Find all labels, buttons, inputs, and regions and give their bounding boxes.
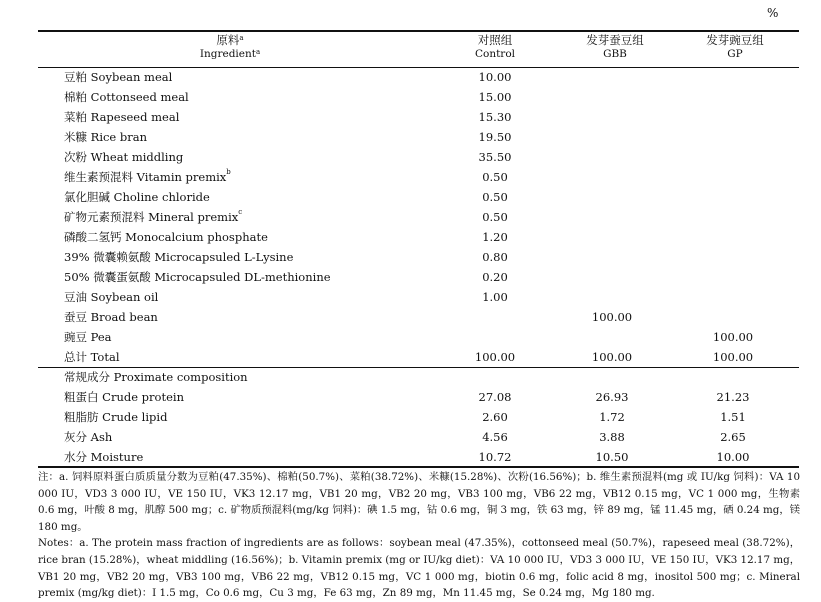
table-row: [0, 207, 821, 227]
ingredient-name: 维生素预混料 Vitamin premix: [64, 170, 227, 184]
ingredient-cell: [64, 407, 167, 427]
ingredient-cell: [64, 387, 184, 407]
control-value: 19.50: [478, 130, 512, 144]
control-value: 0.80: [482, 250, 508, 264]
ingredient-name: 棉粕 Cottonseed meal: [64, 90, 189, 104]
header-ingredient-en: Ingredient: [199, 48, 256, 60]
gbb-value: 3.88: [599, 430, 625, 444]
header-sup-a-en: a: [255, 48, 261, 56]
ingredient-name: 豆油 Soybean oil: [64, 290, 159, 304]
header-ingredient-cn: 原料: [216, 33, 240, 47]
table-row: [0, 327, 821, 347]
table-row: [0, 147, 821, 167]
table-row: [0, 87, 821, 107]
ingredient-name: 菜粕 Rapeseed meal: [64, 110, 180, 124]
control-value: 15.00: [478, 90, 512, 104]
header-gbb-cn: 发芽蚕豆组: [586, 33, 644, 47]
gp-value: 2.65: [720, 430, 746, 444]
header-gbb: [565, 33, 665, 61]
header-gp-en: GP: [727, 48, 743, 60]
ingredient-name: 豌豆 Pea: [64, 330, 112, 344]
control-value: 0.50: [482, 210, 508, 224]
header-control-cn: 对照组: [477, 33, 513, 47]
table-row: [0, 227, 821, 247]
footnote-marker: c: [238, 208, 243, 216]
header-gp-cn: 发芽豌豆组: [706, 33, 764, 47]
gbb-value: 100.00: [591, 310, 633, 324]
control-value: 35.50: [478, 150, 512, 164]
ingredient-name: 50% 微囊蛋氨酸 Microcapsuled DL-methionine: [64, 270, 331, 284]
table-row: [0, 167, 821, 187]
ingredient-cell: [64, 87, 189, 107]
ingredient-cell: [64, 307, 158, 327]
ingredient-name: 水分 Moisture: [64, 450, 144, 464]
control-value: 2.60: [482, 410, 508, 424]
gp-value: 1.51: [720, 410, 746, 424]
ingredient-name: 蚕豆 Broad bean: [64, 310, 158, 324]
ingredient-name: 次粉 Wheat middling: [64, 150, 184, 164]
ingredient-cell: [64, 247, 293, 267]
gp-value: 21.23: [716, 390, 750, 404]
ingredient-name: 粗脂肪 Crude lipid: [64, 410, 168, 424]
table-row: [0, 447, 821, 467]
header-gp: [685, 33, 785, 61]
control-value: 15.30: [478, 110, 512, 124]
ingredient-cell: [64, 447, 143, 467]
header-sup-a-cn: a: [239, 34, 244, 42]
gbb-value: 26.93: [595, 390, 629, 404]
ingredient-name: 氯化胆碱 Choline chloride: [64, 190, 210, 204]
control-value: 0.20: [482, 270, 508, 284]
control-value: 1.20: [482, 230, 508, 244]
table-notes: [38, 469, 800, 602]
notes-chinese: 注：a. 饲料原料蛋白质质量分数为豆粕(47.35%)、棉粕(50.7%)、菜粕(38.72%)、米糠(15.28%)、次粉(16.56%)；b. 维生素预混料(mg 或 IU/kg 饲料)：VA 10 000 IU，VD3 3 000 IU，VE 150 IU，VK3 12.17 mg，VB1 20 mg，VB2 20 mg，VB3 100 mg，VB6 22 mg，VB12 0.15 mg，VC 1 000 mg，生物素 0.6 mg，叶酸 8 mg，肌醇 500 mg；c. 矿物质预混料(mg/kg 饲料)：碘 1.5 mg，钴 0.6 mg，铜 3 mg，铁 63 mg，锌 89 mg，锰 11.45 mg，硒 0.24 mg，镁 180 mg。: [38, 471, 800, 533]
control-value: 0.50: [482, 170, 508, 184]
ingredient-cell: [64, 227, 268, 247]
ingredient-cell: [64, 127, 147, 147]
ingredient-cell: [64, 367, 248, 387]
gp-value: 10.00: [716, 450, 750, 464]
ingredient-name: 磷酸二氢钙 Monocalcium phosphate: [64, 230, 268, 244]
ingredient-cell: [64, 167, 231, 187]
gp-value: 100.00: [712, 350, 754, 364]
ingredient-cell: [64, 207, 242, 227]
table-row: [0, 247, 821, 267]
ingredient-cell: [64, 147, 183, 167]
ingredient-name: 39% 微囊赖氨酸 Microcapsuled L-Lysine: [64, 250, 294, 264]
control-value: 10.72: [478, 450, 512, 464]
ingredient-name: 总计 Total: [64, 350, 120, 364]
ingredient-cell: [64, 427, 112, 447]
table-row: [0, 127, 821, 147]
table-top-rule: [38, 30, 799, 32]
header-ingredient: [150, 33, 310, 61]
header-control: [455, 33, 535, 61]
gbb-value: 10.50: [595, 450, 629, 464]
ingredient-name: 灰分 Ash: [64, 430, 113, 444]
ingredient-name: 豆粕 Soybean meal: [64, 70, 173, 84]
control-value: 4.56: [482, 430, 508, 444]
ingredient-cell: [64, 287, 158, 307]
table-row: [0, 387, 821, 407]
ingredient-cell: [64, 107, 179, 127]
ingredient-cell: [64, 267, 331, 287]
header-gbb-en: GBB: [603, 48, 627, 60]
table-row: [0, 427, 821, 447]
control-value: 100.00: [474, 350, 516, 364]
unit-label: %: [767, 6, 779, 20]
table-bottom-rule: [38, 466, 799, 468]
table-row: [0, 347, 821, 367]
ingredient-name: 粗蛋白 Crude protein: [64, 390, 184, 404]
table-row: [0, 407, 821, 427]
control-value: 0.50: [482, 190, 508, 204]
ingredient-cell: [64, 327, 112, 347]
control-value: 27.08: [478, 390, 512, 404]
gbb-value: 1.72: [599, 410, 625, 424]
ingredient-name: 常规成分 Proximate composition: [64, 370, 248, 384]
ingredient-cell: [64, 347, 120, 367]
gbb-value: 100.00: [591, 350, 633, 364]
table-row: [0, 367, 821, 387]
ingredient-name: 矿物元素预混料 Mineral premix: [64, 210, 239, 224]
table-row: [0, 67, 821, 87]
ingredient-name: 米糠 Rice bran: [64, 130, 148, 144]
table-row: [0, 307, 821, 327]
footnote-marker: b: [226, 168, 231, 176]
header-control-en: Control: [474, 48, 516, 60]
control-value: 1.00: [482, 290, 508, 304]
ingredient-cell: [64, 67, 172, 87]
table-row: [0, 187, 821, 207]
notes-english: Notes：a. The protein mass fraction of ingredients are as follows：soybean meal (47.35%)，cottonseed meal (50.7%)，rapeseed meal (38.72%)，rice bran (15.28%)，wheat middling (16.56%)；b. Vitamin premix (mg or IU/kg diet)：VA 10 000 IU，VD3 3 000 IU，VE 150 IU，VK3 12.17 mg，VB1 20 mg，VB2 20 mg，VB3 100 mg，VB6 22 mg，VB12 0.15 mg，VC 1 000 mg，biotin 0.6 mg，folic acid 8 mg，inositol 500 mg；c. Mineral premix (mg/kg diet)：I 1.5 mg，Co 0.6 mg，Cu 3 mg，Fe 63 mg，Zn 89 mg，Mn 11.45 mg，Se 0.24 mg，Mg 180 mg.: [38, 537, 800, 600]
control-value: 10.00: [478, 70, 512, 84]
table-row: [0, 287, 821, 307]
gp-value: 100.00: [712, 330, 754, 344]
table-row: [0, 267, 821, 287]
composition-separator-rule: [38, 367, 799, 368]
ingredient-cell: [64, 187, 210, 207]
table-row: [0, 107, 821, 127]
